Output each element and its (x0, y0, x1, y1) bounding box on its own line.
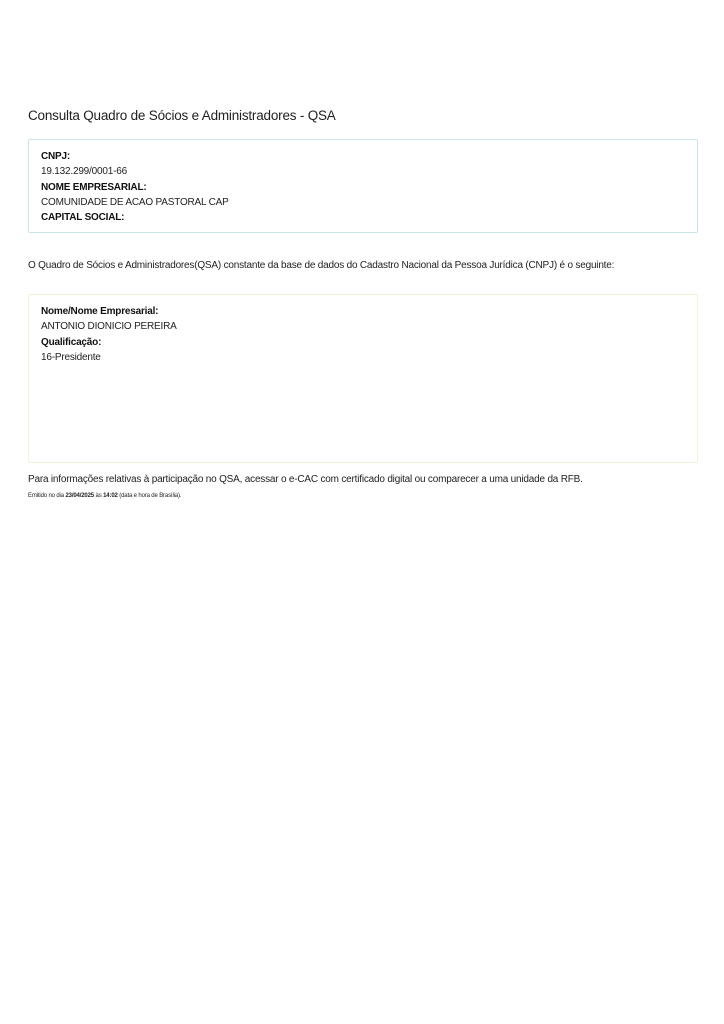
emission-prefix: Emitido no dia (28, 493, 64, 499)
company-info-box (28, 139, 698, 233)
partner-name-label: Nome/Nome Empresarial: (41, 306, 159, 317)
emission-date: 23/04/2025 (65, 493, 94, 499)
partner-qualification-label: Qualificação: (41, 336, 102, 348)
company-name-label: NOME EMPRESARIAL: (41, 181, 147, 193)
partner-qualification-value: 16-Presidente (41, 351, 101, 363)
emission-suffix: (data e hora de Brasília). (119, 493, 182, 499)
capital-social-label: CAPITAL SOCIAL: (41, 212, 125, 224)
emission-note (28, 493, 181, 499)
partner-name-value: ANTONIO DIONICIO PEREIRA (41, 321, 177, 333)
cnpj-value: 19.132.299/0001-66 (41, 166, 127, 178)
partner-box (28, 294, 698, 463)
page-title: Consulta Quadro de Sócios e Administradores - QSA (28, 108, 336, 123)
cnpj-label: CNPJ: (41, 151, 71, 162)
info-text: Para informações relativas à participação no QSA, acessar o e-CAC com certificado digital ou comparecer a uma unidade da RFB. (28, 474, 583, 485)
company-name-value: COMUNIDADE DE ACAO PASTORAL CAP (41, 196, 229, 208)
emission-middle: às (95, 493, 102, 499)
intro-text: O Quadro de Sócios e Administradores(QSA) constante da base de dados do Cadastro Nacional da Pessoa Jurídica (CNPJ) é o seguinte: (28, 260, 615, 271)
emission-time: 14:02 (103, 493, 118, 499)
